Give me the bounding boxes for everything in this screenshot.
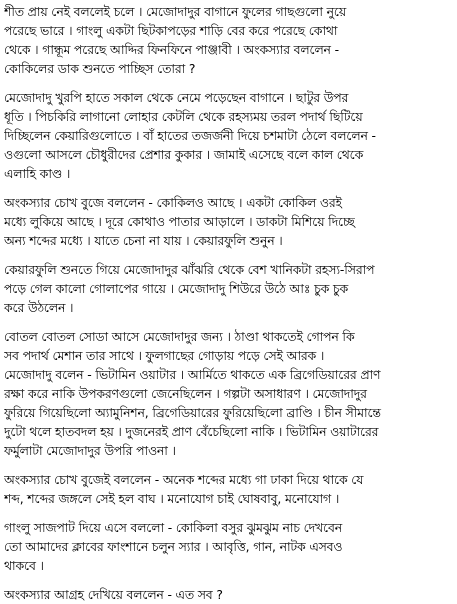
paragraph — [4, 2, 453, 78]
paragraph — [4, 193, 453, 250]
text-line: দিচ্ছিলেন কেয়ারিগুলোতে । বাঁ হাতের তজর্জনী দিয়ে চশমাটা ঠেলে বললেন - — [4, 128, 376, 143]
text-line: গাংলু সাজপাট দিয়ে এসে বললো - কোকিলা বসুর ঝুমঝুম নাচ দেখবেন — [4, 520, 342, 535]
paragraph-spacer — [4, 460, 453, 470]
text-line: রক্ষা করে নাকি উপকরণগুলো জেনেছিলেন । গল্পটা অসাধারণ । মেজোদাদুর — [4, 386, 367, 401]
paragraph — [4, 88, 453, 183]
paragraph-spacer — [4, 78, 453, 88]
text-line: কোকিলের ডাক শুনতে পাচ্ছিস তোরা ? — [4, 61, 196, 76]
text-line: পড়ে গেল কালো গোলাপের গায়ে । মেজোদাদু শিউরে উঠে আঃ চুক চুক — [4, 281, 349, 296]
text-line: ফর্মুলাটা মেজোদাদুর উপরি পাওনা । — [4, 443, 176, 458]
paragraph — [4, 518, 453, 575]
paragraph — [4, 327, 453, 460]
text-line: এলাহি কাণ্ড । — [4, 166, 71, 181]
text-line: অংকস্যার চোখ বুজেই বললেন - অনেক শব্দের মধ্যে গা ঢাকা দিয়ে থাকে যে — [4, 472, 364, 487]
text-line: ফুরিয়ে গিয়েছিলো অ্যামুনিশন, ব্রিগেডিয়ারের ফুরিয়েছিলো ব্রাণ্ডি । চীন সীমান্তে — [4, 405, 381, 420]
text-line: পরেছে ভারে । গাংলু একটা ছিটকাপড়ের শাড়ি বের করে পরেছে কোথা — [4, 23, 338, 38]
text-line: অন্য শব্দের মধ্যে । যাতে চেনা না যায় । কেয়ারফুলি শুনুন । — [4, 233, 283, 248]
text-line: থাকবে । — [4, 558, 44, 573]
paragraph-spacer — [4, 250, 453, 260]
paragraph — [4, 470, 453, 508]
text-line: শব্দ, শব্দের জঙ্গলে সেই হল বাঘ । মনোযোগ চাই ঘোষবাবু, মনোযোগ । — [4, 491, 340, 506]
text-line: সব পদার্থ মেশান তার সাথে । ফুলগাছের গোড়ায় পড়ে সেই আরক । — [4, 348, 325, 363]
text-line: ওগুলো আসলে চৌধুরীদের প্রেশার কুকার । জামাই এসেছে বলে কাল থেকে — [4, 147, 364, 162]
text-line: দুটো থলে হাতবদল হয় । দুজনেরই প্রাণ বেঁচেছিলো নাকি । ভিটামিন ওয়াটারের — [4, 424, 379, 439]
paragraph-spacer — [4, 317, 453, 327]
paragraph-spacer — [4, 508, 453, 518]
text-line: বোতল বোতল সোডা আসে মেজোদাদুর জন্য । ঠাণ্ডা থাকতেই গোপন কি — [4, 329, 355, 344]
text-line: মেজোদাদু খুরপি হাতে সকাল থেকে নেমে পড়েছেন বাগানে । ছাটুর উপর — [4, 90, 349, 105]
text-line: তো আমাদের ক্লাবের ফাংশানে চলুন স্যার । আবৃত্তি, গান, নাটক এসবও — [4, 539, 343, 554]
paragraph-spacer — [4, 183, 453, 193]
text-line: মেজোদাদু বলেন - ভিটামিন ওয়াটার । আর্মিতে থাকতে এক ব্রিগেডিয়ারের প্রাণ — [4, 367, 381, 382]
text-line: করে উঠলেন । — [4, 300, 74, 315]
text-line: ধূতি । পিচকিরি লাগানো লোহার কেটলি থেকে রহস্যময় তরল পদার্থ ছিটিয়ে — [4, 109, 363, 124]
text-line: অংকস্যার আগ্রহ দেখিয়ে বললেন - এত সব ? — [4, 587, 223, 602]
paragraph — [4, 585, 453, 604]
text-line: মধ্যে লুকিয়ে আছে । দূরে কোথাও পাতার আড়ালে । ডাকটা মিশিয়ে দিচ্ছে — [4, 214, 355, 229]
text-line: কেয়ারফুলি শুনতে গিয়ে মেজোদাদুর ঝাঁঝরি থেকে বেশ খানিকটা রহস্য-সিরাপ — [4, 262, 375, 277]
text-line: থেকে । গান্ধূম পরেছে আদ্দির ফিনফিনে পাঞ্জাবী । অংকস্যার বললেন - — [4, 42, 339, 57]
text-line: শীত প্রায় নেই বললেই চলে । মেজোদাদুর বাগানে ফুলের গাছগুলো নুয়ে — [4, 4, 347, 19]
paragraph-spacer — [4, 575, 453, 585]
paragraph — [4, 260, 453, 317]
text-line: অংকস্যার চোখ বুজে বললেন - কোকিলও আছে । একটা কোকিল ওরই — [4, 195, 342, 210]
